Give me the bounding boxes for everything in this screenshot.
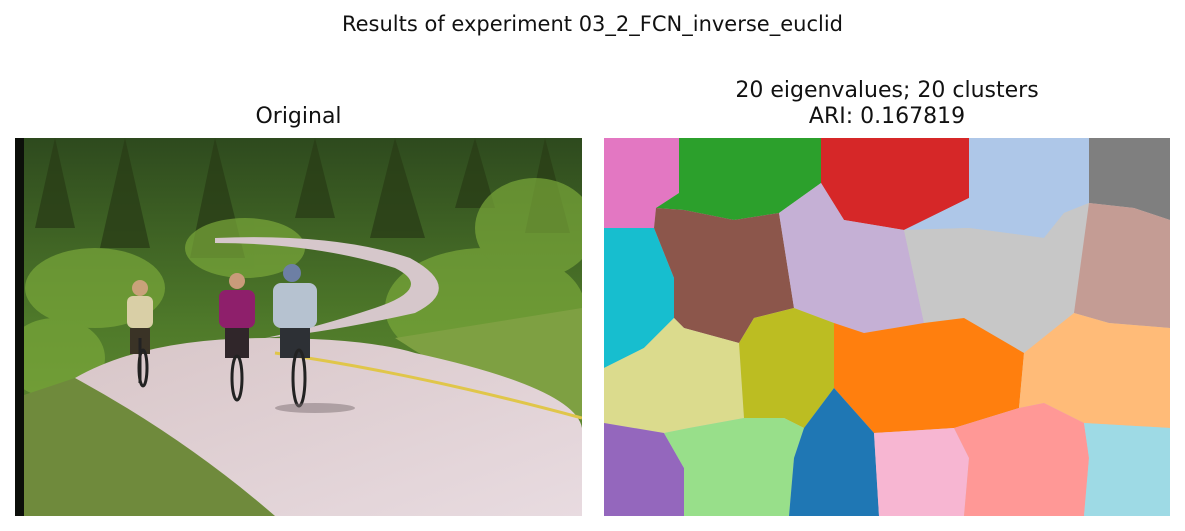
cluster-region	[874, 428, 969, 516]
dark-border-strip	[15, 138, 24, 516]
cyclist-shadow	[275, 403, 355, 413]
cluster-region	[1084, 423, 1170, 516]
figure-suptitle: Results of experiment 03_2_FCN_inverse_euclid	[341, 12, 843, 36]
clusters-eigen-title: 20 eigenvalues; 20 clusters	[735, 78, 1039, 103]
clusters-panel-title	[604, 78, 1170, 130]
segmentation-map	[604, 138, 1170, 516]
ari-score-title: ARI: 0.167819	[808, 104, 966, 129]
original-panel-title: Original	[255, 104, 342, 129]
cluster-region	[664, 418, 804, 516]
cyclists-photo	[15, 138, 582, 516]
original-image	[15, 138, 582, 516]
cluster-segmentation-image	[604, 138, 1170, 516]
cluster-region	[1074, 203, 1170, 328]
